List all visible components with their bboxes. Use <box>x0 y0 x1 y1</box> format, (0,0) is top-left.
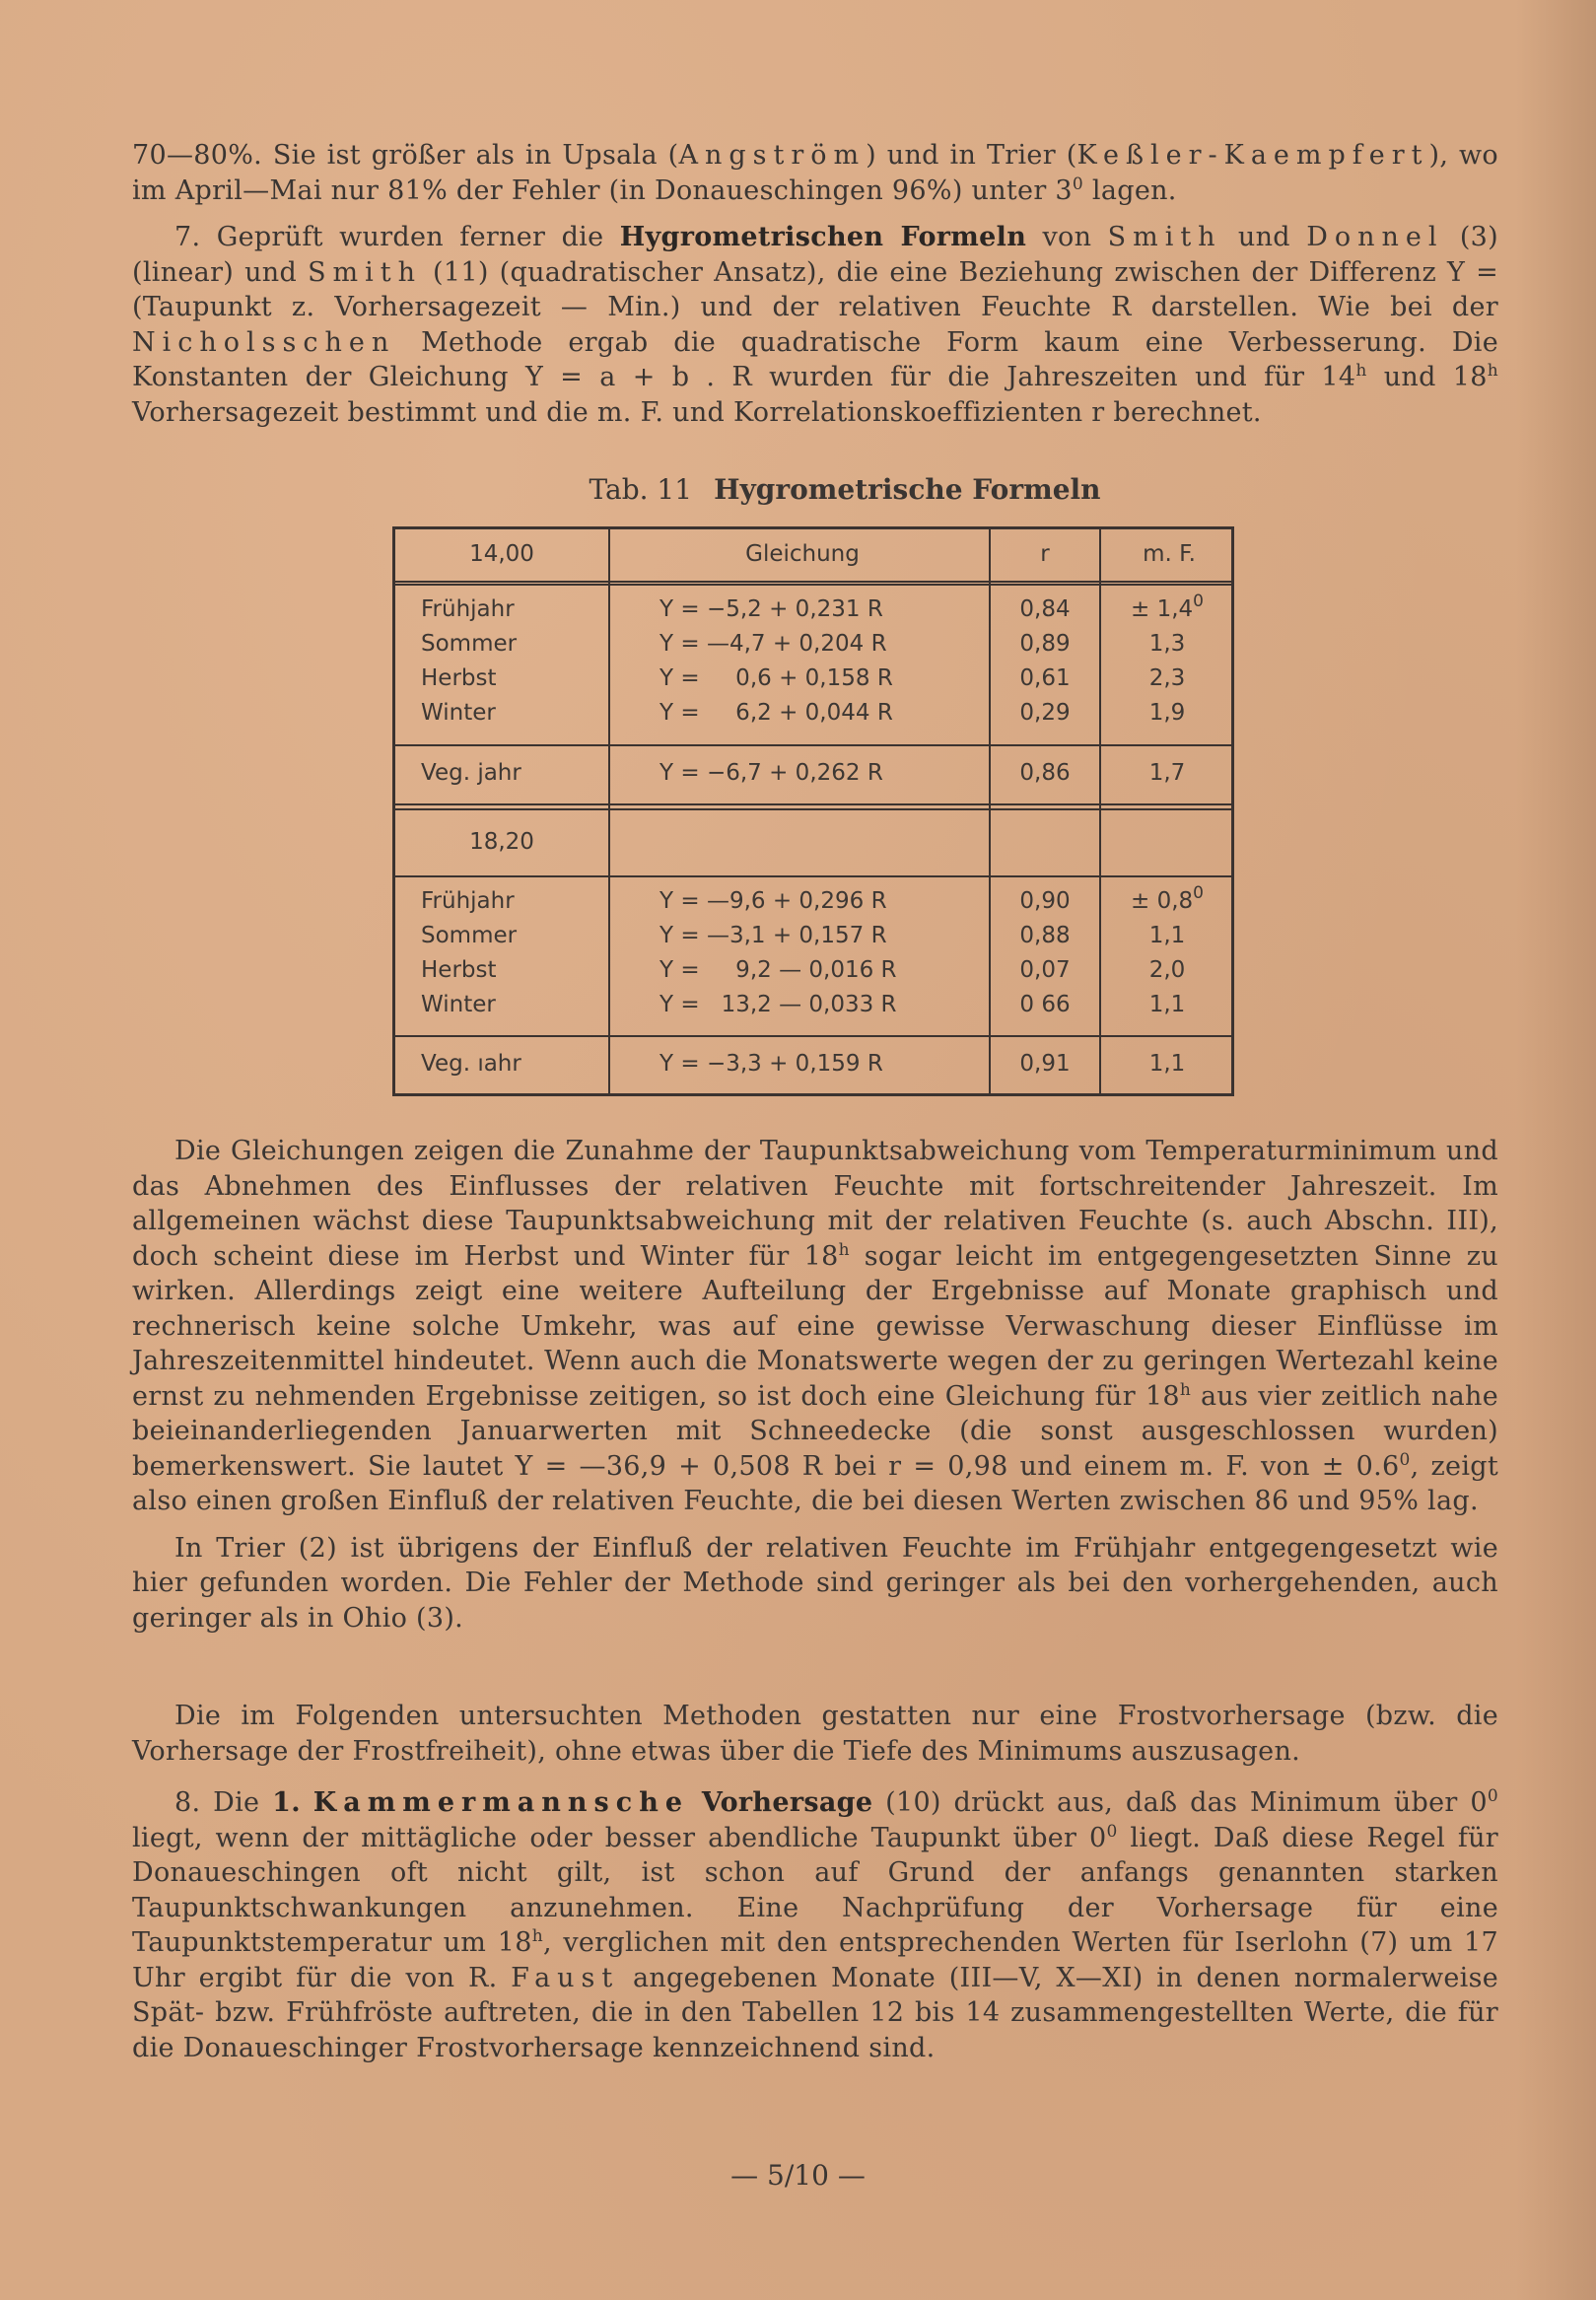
text-span: Methode ergab die quadratische Form kaum eine Verbesserung. Die Konstanten der Gleichung Y = a + b . R wurden für die Jahreszeiten und für 14 <box>132 326 1498 392</box>
text-span: liegt, wenn der mittägliche oder besser abendliche Taupunkt über 0 <box>132 1822 1107 1853</box>
table-hygrometric-formulas <box>392 526 1234 1096</box>
text-span: (11) (quadratischer Ansatz), die eine Beziehung zwischen der Differenz Y = (Taupunkt z. Vorhersagezeit — Min.) und der relativen Feuchte R darstellen. Wie bei der <box>132 256 1498 322</box>
text-span: , zeigt also einen großen Einfluß der relativen Feuchte, die bei diesen Werten zwischen 86 und 95% lag. <box>132 1450 1498 1516</box>
season-cell: Sommer <box>421 923 518 948</box>
table-row-year <box>395 1047 1231 1081</box>
superscript: 0 <box>1072 174 1084 194</box>
season-cell: Herbst <box>421 665 497 691</box>
mf-cell: 1,1 <box>1148 923 1186 948</box>
mf-cell: 1,9 <box>1148 700 1186 726</box>
table-row-year <box>395 756 1231 791</box>
r-cell: 0,91 <box>1019 1051 1071 1077</box>
text-span: Die Gleichungen zeigen die Zunahme der Taupunktsabweichung vom Temperaturminimum und das Abnehmen des Einflusses der relativen Feuchte mit fortschreitender Jahreszeit. Im allgemeinen wächst diese Taupunktsabweichung mit der relativen Feuchte (s. auch Abschn. III), doch scheint diese im Herbst und Winter für 18 <box>132 1136 1498 1272</box>
mf-cell: 1,1 <box>1148 992 1186 1017</box>
equation-cell: Y = −6,7 + 0,262 R <box>659 760 883 786</box>
equation-cell: Y = 6,2 + 0,044 R <box>659 700 893 726</box>
text-span: sogar leicht im entgegengesetzten Sinne zu wirken. Allerdings zeigt eine weitere Aufteilung der Ergebnisse auf Monate graphisch und rechnerisch keine solche Umkehr, was auf eine gewisse Verwaschung dieser Einflüsse im Jahreszeitenmittel hindeutet. Wenn auch die Monatswerte wegen der zu geringen Wertezahl keine ernst zu nehmenden Ergebnisse zeitigen, so ist doch eine Gleichung für 18 <box>132 1240 1498 1412</box>
table-header-cell: m. F. <box>1143 541 1196 567</box>
author-name: Keßler-Kaempfert <box>1076 140 1429 171</box>
table-row <box>395 627 1231 662</box>
r-cell: 0 66 <box>1019 992 1071 1017</box>
author-name: Donnel <box>1306 222 1444 252</box>
paragraph-7 <box>132 220 1498 430</box>
table-row <box>395 988 1231 1022</box>
table-row <box>395 884 1231 919</box>
mf-cell: 1,3 <box>1148 631 1186 657</box>
superscript: h <box>1355 361 1367 381</box>
r-cell: 0,89 <box>1019 631 1071 657</box>
r-cell: 0,90 <box>1019 888 1071 914</box>
text-span: liegt. Daß diese Regel für Donaueschingen oft nicht gilt, ist schon auf Grund der anfangs genannten starken Taupunktschwankungen anzunehmen. Eine Nachprüfung der Vorhersage für eine Taupunktstemperatur um 18 <box>132 1822 1499 1958</box>
text-span: 7. Geprüft wurden ferner die <box>174 222 620 252</box>
table-header-cell: 14,00 <box>469 541 534 567</box>
mf-cell: 1,7 <box>1148 760 1186 786</box>
bold-author-term: Kammermannsche <box>312 1787 690 1818</box>
table-row <box>395 696 1231 731</box>
superscript: h <box>531 1926 543 1946</box>
page-body <box>132 138 1498 2065</box>
mf-cell: 2,3 <box>1148 665 1186 691</box>
table-header-cell: r <box>1040 541 1050 567</box>
season-cell: Herbst <box>421 957 497 983</box>
equation-cell: Y = —9,6 + 0,296 R <box>659 888 887 914</box>
table-row <box>395 662 1231 696</box>
paragraph-folgenden: Die im Folgenden untersuchten Methoden gestatten nur eine Frostvorhersage (bzw. die Vorhersage der Frostfreiheit), ohne etwas über die Tiefe des Minimums auszusagen. <box>132 1701 1498 1767</box>
text-span: aus vier zeitlich nahe beieinanderliegenden Januarwerten mit Schneedecke (die sonst ausgeschlossen wurden) bemerkenswert. Sie lautet Y = —36,9 + 0,508 R bei r = 0,98 und einem m. F. von ± 0.6 <box>132 1380 1498 1482</box>
text-span: Vorhersagezeit bestimmt und die m. F. und Korrelationskoeffizienten r berechnet. <box>132 396 1262 428</box>
mf-value: ± 1,4 <box>1131 596 1194 622</box>
equation-cell: Y = 0,6 + 0,158 R <box>659 665 893 691</box>
superscript: 0 <box>1487 1786 1498 1806</box>
r-cell: 0,61 <box>1019 665 1071 691</box>
text-span: (10) drückt aus, daß das Minimum über 0 <box>872 1787 1488 1818</box>
paragraph-trier: In Trier (2) ist übrigens der Einfluß der relativen Feuchte im Frühjahr entgegengesetzt wie hier gefunden worden. Die Fehler der Methode sind geringer als bei den vorhergehenden, auch geringer als in Ohio (3). <box>132 1532 1498 1634</box>
table-caption <box>132 473 1498 513</box>
season-cell: Veg. jahr <box>421 760 521 786</box>
table-section-row <box>395 825 1231 860</box>
table-row <box>395 592 1231 627</box>
text-span: und <box>1221 222 1307 252</box>
degree-mark: 0 <box>1193 592 1204 611</box>
table-section-label: 18,20 <box>469 829 534 855</box>
season-cell: Veg. ıahr <box>421 1051 521 1077</box>
mf-cell: 2,0 <box>1148 957 1186 983</box>
season-cell: Winter <box>421 992 496 1017</box>
text-span: von <box>1026 222 1108 252</box>
table-header-cell: Gleichung <box>745 541 860 567</box>
equation-cell: Y = −3,3 + 0,159 R <box>659 1051 883 1077</box>
equation-cell: Y = 13,2 — 0,033 R <box>659 992 897 1017</box>
table-row <box>395 919 1231 953</box>
table-caption-title: Hygrometrische Formeln <box>714 473 1101 506</box>
bold-term: 1. <box>272 1787 301 1818</box>
text-span: ) und in Trier ( <box>866 140 1077 171</box>
equation-cell: Y = 9,2 — 0,016 R <box>659 957 897 983</box>
bold-term: Hygrometrischen Formeln <box>619 222 1027 252</box>
text-span: und 18 <box>1366 362 1488 392</box>
author-name: Nicholsschen <box>132 326 396 358</box>
mf-cell <box>1101 592 1233 627</box>
superscript: 0 <box>1399 1449 1411 1470</box>
text-span: angegebenen Monate (III—V, X—XI) in denen normalerweise Spät- bzw. Frühfröste auftreten, die in den Tabellen 12 bis 14 zusammengestellten Werte, die für die Donaueschinger Frostvorhersage kennzeichnend sind. <box>132 1962 1499 2063</box>
superscript: h <box>1179 1379 1192 1400</box>
author-name: Faust <box>511 1962 620 1993</box>
superscript: 0 <box>1106 1821 1118 1842</box>
r-cell: 0,07 <box>1019 957 1071 983</box>
r-cell: 0,86 <box>1019 760 1071 786</box>
season-cell: Frühjahr <box>421 596 515 622</box>
text-span: ), wo im April—Mai nur 81% der Fehler (in Donaueschingen 96%) unter 3 <box>132 140 1498 206</box>
text-span: (3) (linear) und <box>132 222 1498 288</box>
page-number: — 5/10 — <box>730 2159 866 2192</box>
mf-value: ± 0,8 <box>1131 888 1194 914</box>
season-cell: Frühjahr <box>421 888 515 914</box>
mf-cell <box>1101 884 1233 919</box>
paragraph-intro <box>132 138 1498 208</box>
equation-cell: Y = —3,1 + 0,157 R <box>659 923 887 948</box>
superscript: h <box>1487 361 1498 381</box>
author-name: Smith <box>308 256 423 288</box>
text-span: , verglichen mit den entsprechenden Werten für Iserlohn (7) um 17 Uhr ergibt für die von R. <box>132 1927 1498 1993</box>
equation-cell: Y = −5,2 + 0,231 R <box>659 596 883 622</box>
r-cell: 0,29 <box>1019 700 1071 726</box>
paragraph-gleichungen <box>132 1134 1498 1519</box>
bold-term: Vorhersage <box>701 1787 873 1818</box>
season-cell: Winter <box>421 700 496 726</box>
table-row <box>395 953 1231 988</box>
table-caption-label: Tab. 11 <box>589 473 693 506</box>
superscript: h <box>838 1239 850 1260</box>
text-span: lagen. <box>1083 174 1177 206</box>
paragraph-8 <box>132 1785 1498 2065</box>
r-cell: 0,88 <box>1019 923 1071 948</box>
mf-cell: 1,1 <box>1148 1051 1186 1077</box>
author-name: Angström <box>678 140 867 171</box>
table-header-row <box>395 537 1231 572</box>
season-cell: Sommer <box>421 631 518 657</box>
text-span: 8. Die <box>174 1787 273 1818</box>
text-span: %. Sie ist größer als in Upsala ( <box>228 140 679 171</box>
degree-mark: 0 <box>1193 883 1204 903</box>
text-span: 70—80 <box>132 140 229 171</box>
equation-cell: Y = —4,7 + 0,204 R <box>659 631 887 657</box>
r-cell: 0,84 <box>1019 596 1071 622</box>
author-name: Smith <box>1107 222 1222 252</box>
